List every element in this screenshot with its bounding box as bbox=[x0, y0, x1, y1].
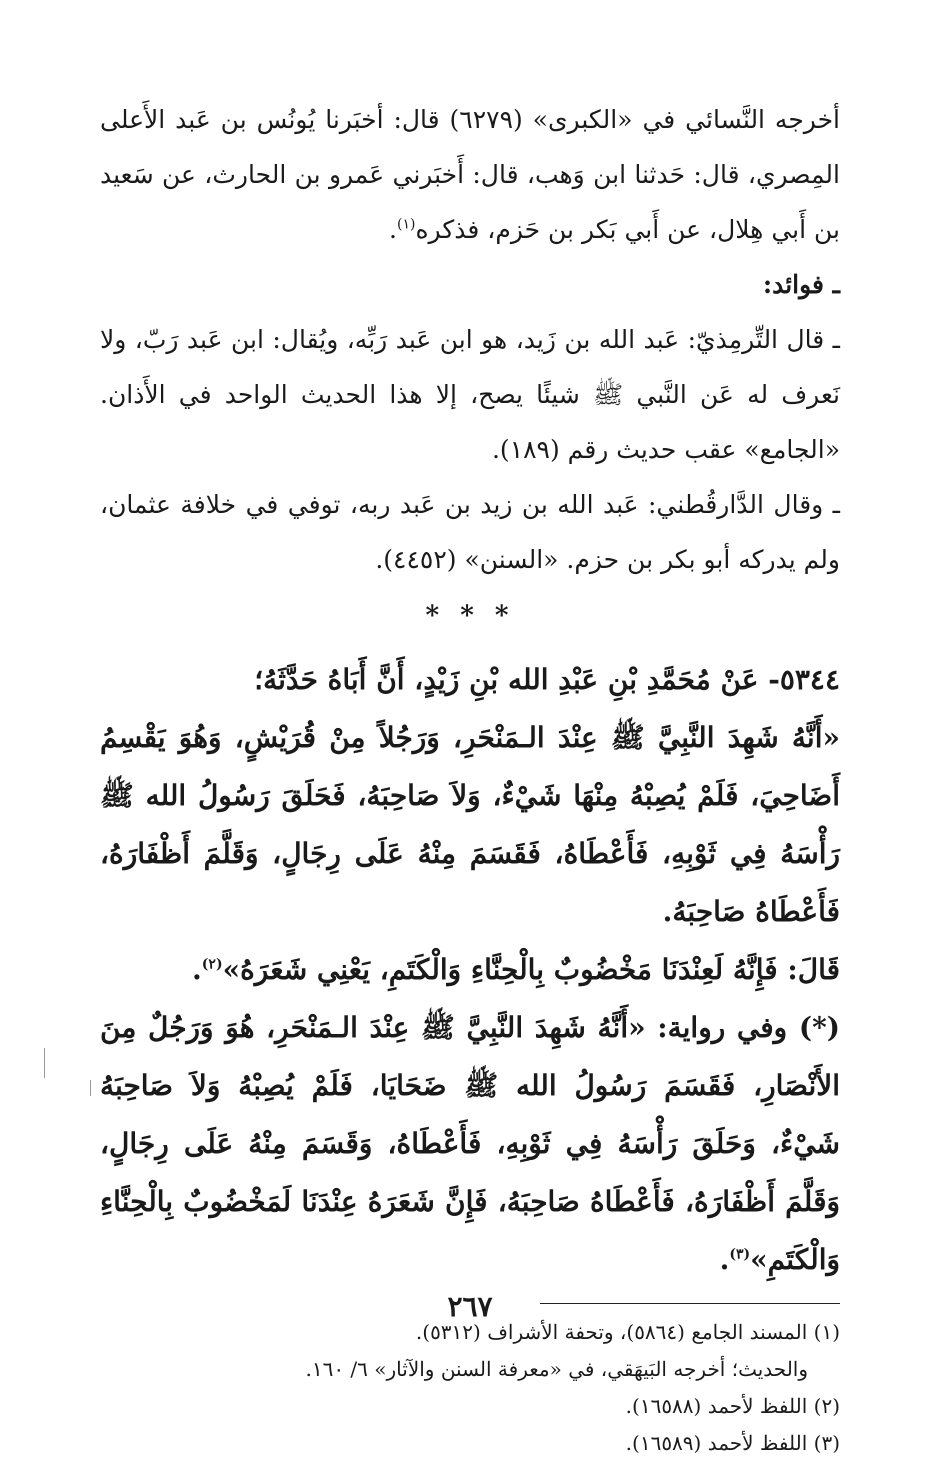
footnote-1-continuation: والحديث؛ أخرجه البَيهَقي، في «معرفة السنن والآثار» ٦/ ١٦٠. bbox=[305, 1357, 808, 1381]
page-number: ٢٦٧ bbox=[447, 1290, 493, 1323]
hadith-text-2 bbox=[100, 941, 840, 999]
footnote-2: (٢) اللفظ لأحمد (١٦٥٨٨). bbox=[625, 1394, 840, 1418]
intro-paragraph bbox=[100, 92, 840, 257]
hadith-header: ٥٣٤٤- عَنْ مُحَمَّدِ بْنِ عَبْدِ الله بْنِ زَيْدٍ، أَنَّ أَبَاهُ حَدَّثَهُ؛ bbox=[254, 663, 840, 696]
footnote-ref-1[interactable]: (١) bbox=[396, 216, 416, 233]
benefit-tirmidhi: ـ قال التِّرمِذيّ: عَبد الله بن زَيد، هو ابن عَبد رَبِّه، ويُقال: ابن عَبد رَبّ، ولا نَعرف له عَن النَّبي ﷺ شيئًا يصح، إلا هذا الحديث الواحد في الأَذان. «الجامع» عقب حديث رقم (١٨٩). bbox=[100, 325, 840, 464]
hadith-text-2-end: . bbox=[192, 953, 202, 986]
scan-artifact-mark bbox=[44, 1048, 45, 1078]
footnote-ref-2[interactable]: (٢) bbox=[201, 956, 223, 973]
section-separator: * * * bbox=[425, 601, 515, 631]
benefit-daraqutni: ـ وقال الدَّارقُطني: عَبد الله بن زيد بن عَبد ربه، توفي في خلافة عثمان، ولم يدركه أبو بكر بن حزم. «السنن» (٤٤٥٢). bbox=[100, 490, 840, 574]
intro-end: . bbox=[389, 215, 397, 244]
intro-text: أخرجه النَّسائي في «الكبرى» (٦٢٧٩) قال: أخبَرنا يُونُس بن عَبد الأَعلى المِصري، قال: حَدثنا ابن وَهب، قال: أَخبَرني عَمرو بن الحارث، عن سَعيد بن أَبي هِلال، عن أَبي بَكر بن حَزم، فذكره bbox=[100, 105, 840, 244]
footnote-ref-3[interactable]: (٣) bbox=[729, 1246, 751, 1263]
scan-artifact-mark bbox=[90, 1080, 91, 1096]
hadith-text-2-body: قَالَ: فَإِنَّهُ لَعِنْدَنَا مَخْضُوبٌ بِالْحِنَّاءِ وَالْكَتَمِ، يَعْنِي شَعَرَهُ» bbox=[222, 953, 840, 986]
hadith-text-1: «أَنَّهُ شَهِدَ النَّبِيَّ ﷺ عِنْدَ الـمَنْحَرِ، وَرَجُلاً مِنْ قُرَيْشٍ، وَهُوَ يَقْسِمُ أَضَاحِيَ، فَلَمْ يُصِبْهُ مِنْهَا شَيْءٌ، وَلاَ صَاحِبَهُ، فَحَلَقَ رَسُولُ الله ﷺ رَأْسَهُ فِي ثَوْبِهِ، فَأَعْطَاهُ، فَقَسَمَ مِنْهُ عَلَى رِجَالٍ، وَقَلَّمَ أَظْفَارَهُ، فَأَعْطَاهُ صَاحِبَهُ. bbox=[100, 721, 840, 928]
footnote-1: (١) المسند الجامع (٥٨٦٤)، وتحفة الأشراف (٥٣١٢). bbox=[415, 1320, 840, 1344]
hadith-variant bbox=[100, 999, 840, 1289]
benefits-heading: ـ فوائد: bbox=[762, 270, 840, 299]
hadith-variant-end: . bbox=[719, 1243, 730, 1276]
page-body bbox=[100, 92, 840, 1462]
hadith-variant-body: (*) وفي رواية: «أَنَّهُ شَهِدَ النَّبِيَّ ﷺ عِنْدَ الـمَنْحَرِ، هُوَ وَرَجُلٌ مِنَ الأَنْصَارِ، فَقَسَمَ رَسُولُ الله ﷺ ضَحَايَا، فَلَمْ يُصِبْهُ وَلاَ صَاحِبَهُ شَيْءٌ، وَحَلَقَ رَأْسَهُ فِي ثَوْبِهِ، فَأَعْطَاهُ، وَقَسَمَ مِنْهُ عَلَى رِجَالٍ، وَقَلَّمَ أَظْفَارَهُ، فَأَعْطَاهُ صَاحِبَهُ، فَإِنَّ شَعَرَهُ عِنْدَنَا لَمَخْضُوبٌ بِالْحِنَّاءِ وَالْكَتَمِ» bbox=[100, 1011, 840, 1276]
footnote-3: (٣) اللفظ لأحمد (١٦٥٨٩). bbox=[625, 1431, 840, 1455]
